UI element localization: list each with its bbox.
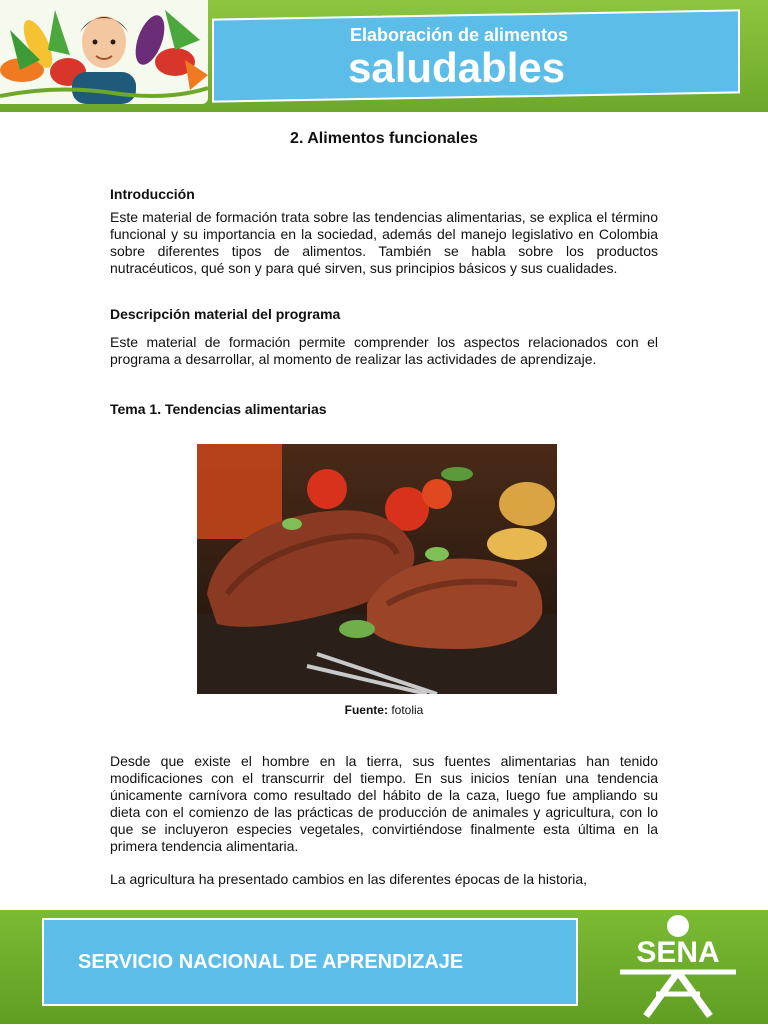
intro-heading: Introducción: [110, 186, 195, 202]
body-paragraph-1: Desde que existe el hombre en la tierra, sus fuentes alimentarias han tenido modificaciones con el transcurrir del tiempo. En sus inicios tenían una tendencia únicamente carnívora como resultado del hábito de la caza, luego fue ampliando su dieta con el comienzo de las prácticas de producción de animales y agricultura, con lo que se incluyeron especies vegetales, convirtiéndose finalmente esta última en la primera tendencia alimentaria.: [110, 753, 658, 854]
sena-logo-text: SENA: [636, 936, 720, 969]
header-title-small: Elaboración de alimentos: [350, 25, 569, 45]
header-illustration: [0, 0, 208, 104]
photo-caption: [0, 703, 768, 717]
description-paragraph: Este material de formación permite comprender los aspectos relacionados con el programa a desarrollar, al momento de realizar las actividades de aprendizaje.: [110, 334, 658, 367]
page-title: 2. Alimentos funcionales: [290, 130, 478, 147]
topic-heading: Tema 1. Tendencias alimentarias: [110, 401, 327, 417]
caption-source: fotolia: [391, 703, 424, 717]
sena-logo: [616, 912, 740, 1020]
vegetables-and-character-illustration: [0, 0, 208, 104]
intro-paragraph: Este material de formación trata sobre las tendencias alimentarias, se explica el término funcional y su importancia en la sociedad, además del manejo legislativo en Colombia sobre diferentes tipos de alimentos. También se habla sobre los productos nutracéuticos, qué son y para qué sirven, sus principios básicos y sus cualidades.: [110, 209, 658, 276]
caption-label: Fuente:: [344, 703, 388, 717]
steak-image-illustration: [197, 444, 557, 694]
footer-institution: SERVICIO NACIONAL DE APRENDIZAJE: [78, 951, 464, 973]
steak-photo: [197, 444, 557, 694]
description-heading: Descripción material del programa: [110, 306, 341, 322]
body-paragraph-2: La agricultura ha presentado cambios en las diferentes épocas de la historia,: [110, 871, 588, 887]
header-title-big: saludables: [348, 44, 566, 91]
sena-logo-icon: [616, 912, 740, 1020]
